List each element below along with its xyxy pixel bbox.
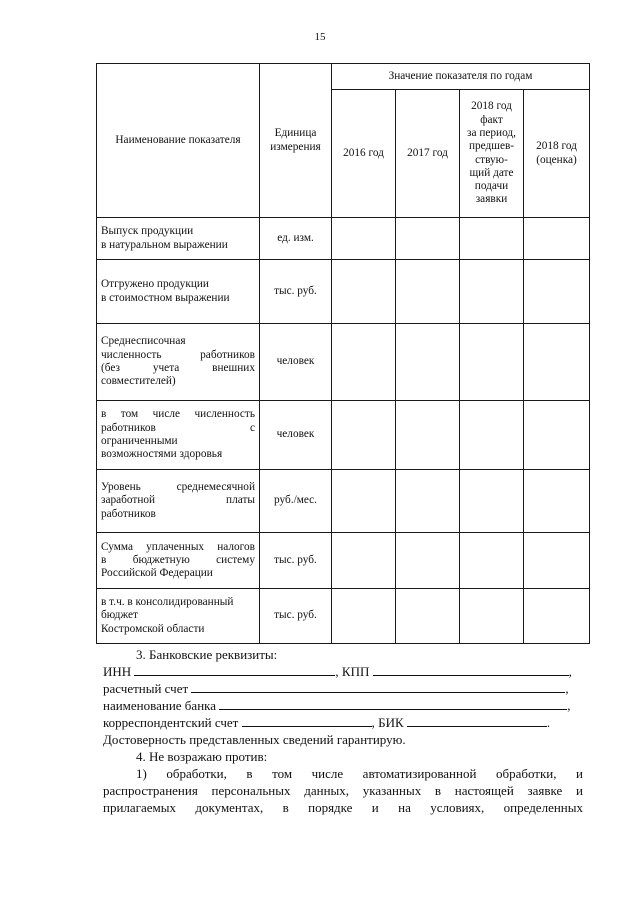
comma-mark: ,	[565, 681, 569, 696]
indicator-name	[97, 260, 260, 324]
value-cell[interactable]	[396, 470, 460, 533]
table-row	[97, 401, 590, 470]
value-cell[interactable]	[460, 533, 524, 589]
indicator-unit: человек	[260, 324, 332, 401]
header-2018-fact-line: ствую-	[475, 153, 508, 166]
value-cell[interactable]	[332, 260, 396, 324]
indicator-unit: тыс. руб.	[260, 533, 332, 589]
value-cell[interactable]	[460, 260, 524, 324]
period-mark: .	[546, 715, 551, 730]
header-year-2017: 2017 год	[396, 90, 460, 218]
header-2018-fact-line: подачи	[474, 180, 509, 193]
value-cell[interactable]	[396, 218, 460, 260]
value-cell[interactable]	[396, 533, 460, 589]
corr-bik-line	[103, 714, 583, 731]
value-cell[interactable]	[524, 589, 590, 644]
value-cell[interactable]	[460, 470, 524, 533]
indicator-line: в том числе численность	[101, 408, 255, 421]
guarantee-text: Достоверность представленных сведений гарантирую.	[103, 732, 406, 747]
consent-item1-line3: прилагаемых документах, в порядке и на условиях, определенных	[103, 800, 583, 815]
inn-field[interactable]	[134, 663, 335, 676]
corr-account-label: корреспондентский счет	[103, 715, 239, 730]
indicator-unit: тыс. руб.	[260, 260, 332, 324]
header-2018-est-line: (оценка)	[536, 153, 577, 166]
value-cell[interactable]	[332, 401, 396, 470]
indicator-line: Костромской области	[101, 622, 205, 635]
indicator-name	[97, 324, 260, 401]
indicator-line: численность работников	[101, 348, 255, 361]
comma-mark: ,	[567, 698, 571, 713]
value-cell[interactable]	[524, 401, 590, 470]
account-field[interactable]	[191, 680, 565, 693]
kpp-field[interactable]	[373, 663, 569, 676]
value-cell[interactable]	[332, 324, 396, 401]
indicator-name	[97, 218, 260, 260]
value-cell[interactable]	[396, 324, 460, 401]
indicator-line: Отгружено продукции	[101, 278, 209, 291]
value-cell[interactable]	[396, 589, 460, 644]
header-year-2018-estimate	[524, 90, 590, 218]
header-unit	[260, 64, 332, 218]
value-cell[interactable]	[460, 589, 524, 644]
document-body	[103, 646, 583, 816]
indicator-name	[97, 401, 260, 470]
value-cell[interactable]	[332, 218, 396, 260]
value-cell[interactable]	[460, 218, 524, 260]
indicator-line: возможностями здоровья	[101, 448, 223, 461]
header-indicator-name: Наименование показателя	[97, 64, 260, 218]
header-year-2016: 2016 год	[332, 90, 396, 218]
bank-name-field[interactable]	[219, 697, 567, 710]
value-cell[interactable]	[332, 470, 396, 533]
account-line	[103, 680, 583, 697]
indicator-line: в бюджетную систему	[101, 553, 255, 566]
indicator-name	[97, 533, 260, 589]
inn-label: ИНН	[103, 664, 132, 679]
value-cell[interactable]	[396, 260, 460, 324]
indicator-name	[97, 589, 260, 644]
table-row	[97, 589, 590, 644]
indicator-unit: ед. изм.	[260, 218, 332, 260]
kpp-label: , КПП	[335, 664, 370, 679]
indicator-line: работников	[101, 507, 156, 520]
value-cell[interactable]	[524, 533, 590, 589]
indicator-line: (без учета внешних	[101, 362, 255, 374]
header-2018-est-line: 2018 год	[536, 140, 577, 153]
value-cell[interactable]	[332, 589, 396, 644]
corr-account-field[interactable]	[242, 714, 372, 727]
indicators-table	[96, 63, 590, 644]
value-cell[interactable]	[524, 470, 590, 533]
indicator-line: совместителей)	[101, 375, 176, 388]
indicator-unit: человек	[260, 401, 332, 470]
value-cell[interactable]	[332, 533, 396, 589]
table-row	[97, 470, 590, 533]
header-2018-fact-line: заявки	[475, 193, 508, 206]
value-cell[interactable]	[460, 324, 524, 401]
header-2018-fact-line: за период,	[467, 126, 516, 139]
table-row	[97, 218, 590, 260]
indicator-line: Российской Федерации	[101, 567, 213, 580]
consent-heading: 4. Не возражаю против:	[136, 749, 268, 764]
value-cell[interactable]	[524, 218, 590, 260]
indicator-unit: руб./мес.	[260, 470, 332, 533]
indicator-line: Уровень среднемесячной	[101, 481, 255, 494]
bank-name-line	[103, 697, 583, 714]
header-years-group: Значение показателя по годам	[332, 64, 590, 90]
table-row	[97, 324, 590, 401]
indicator-line: бюджет	[101, 609, 138, 622]
header-2018-fact-line: факт	[480, 113, 503, 126]
comma-mark: ,	[568, 664, 572, 679]
header-year-2018-fact	[460, 90, 524, 218]
header-2018-fact-line: предшев-	[468, 140, 515, 153]
value-cell[interactable]	[524, 324, 590, 401]
indicator-line: в стоимостном выражении	[101, 291, 230, 304]
bank-heading: 3. Банковские реквизиты:	[136, 647, 278, 662]
page-number: 15	[314, 31, 326, 43]
consent-item1-line1: 1) обработки, в том числе автоматизированной обработки, и	[136, 766, 583, 781]
header-unit-line: Единица	[274, 127, 317, 140]
value-cell[interactable]	[396, 401, 460, 470]
table-row	[97, 260, 590, 324]
header-2018-fact-line: 2018 год	[471, 100, 512, 113]
bank-name-label: наименование банка	[103, 698, 217, 713]
indicator-line: Выпуск продукции	[101, 225, 194, 238]
indicator-line: Среднесписочная	[101, 335, 186, 348]
consent-item1-line2: распространения персональных данных, указанных в настоящей заявке и	[103, 783, 583, 798]
bik-label: , БИК	[371, 715, 404, 730]
indicator-unit: тыс. руб.	[260, 589, 332, 644]
inn-kpp-line	[103, 663, 583, 680]
header-unit-line: измерения	[270, 140, 321, 153]
indicator-line: ограниченными	[101, 435, 178, 447]
indicator-line: в натуральном выражении	[101, 238, 228, 251]
value-cell[interactable]	[460, 401, 524, 470]
header-2018-fact-line: щий дате	[469, 166, 514, 179]
indicator-line: работников с	[101, 421, 255, 434]
indicator-line: Сумма уплаченных налогов	[101, 540, 255, 553]
account-label: расчетный счет	[103, 681, 189, 696]
table-row	[97, 533, 590, 589]
indicator-name	[97, 470, 260, 533]
bik-field[interactable]	[407, 714, 547, 727]
value-cell[interactable]	[524, 260, 590, 324]
indicator-line: заработной платы	[101, 494, 255, 507]
indicator-line: в т.ч. в консолидированный	[101, 596, 234, 609]
